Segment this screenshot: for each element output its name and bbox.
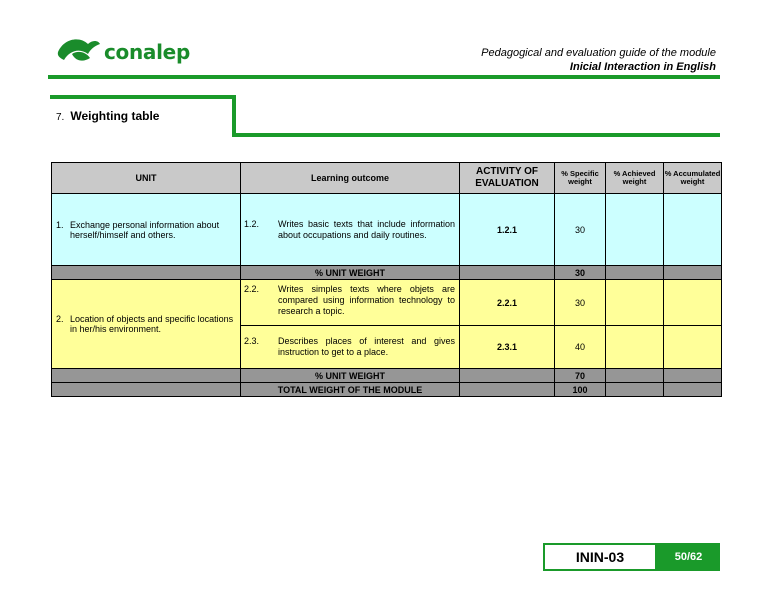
- table-row-unit2-weight: [52, 369, 722, 383]
- unit1-specific-weight: 30: [555, 194, 606, 266]
- section-number: 7.: [56, 112, 65, 123]
- unit1-name: Exchange personal information about herself/himself and others.: [70, 219, 220, 240]
- module-name: Inicial Interaction in English: [569, 61, 716, 73]
- unit1-weight-label: % UNIT WEIGHT: [241, 266, 460, 280]
- page-number: 50/62: [657, 543, 720, 571]
- unit2-cell: [52, 280, 241, 369]
- total-achieved-blank: [606, 383, 664, 397]
- unit2-weight-accumulated-blank: [664, 369, 722, 383]
- unit1-achieved-weight: [606, 194, 664, 266]
- unit1-outcome-number: 1.2.: [244, 218, 260, 229]
- header-activity: ACTIVITY OF EVALUATION: [460, 163, 555, 194]
- unit2-outcome2-cell: [241, 326, 460, 369]
- total-value: 100: [555, 383, 606, 397]
- section-frame-top: [50, 95, 236, 99]
- table-row-total: [52, 383, 722, 397]
- header-achieved: % Achieved weight: [606, 163, 664, 194]
- unit2-weight-label: % UNIT WEIGHT: [241, 369, 460, 383]
- unit2-outcome1-text: Writes simples texts where objets are compared using information technology to research a topic.: [278, 284, 455, 316]
- header-outcome: Learning outcome: [241, 163, 460, 194]
- header-accumulated: % Accumulated weight: [664, 163, 722, 194]
- section-title-text: Weighting table: [70, 109, 160, 123]
- unit1-weight-achieved-blank: [606, 266, 664, 280]
- module-code: ININ-03: [543, 543, 657, 571]
- unit1-activity: 1.2.1: [460, 194, 555, 266]
- total-label: TOTAL WEIGHT OF THE MODULE: [241, 383, 460, 397]
- total-spacer: [52, 383, 241, 397]
- unit2-accumulated2: [664, 326, 722, 369]
- section-frame-vertical: [232, 95, 236, 137]
- unit1-weight-value: 30: [555, 266, 606, 280]
- unit2-outcome2-text: Describes places of interest and gives instruction to get to a place.: [278, 336, 455, 357]
- unit2-activity2: 2.3.1: [460, 326, 555, 369]
- logo-text: conalep: [104, 40, 190, 64]
- total-activity-blank: [460, 383, 555, 397]
- unit2-outcome2-number: 2.3.: [244, 336, 260, 346]
- unit2-achieved1: [606, 280, 664, 326]
- total-accumulated-blank: [664, 383, 722, 397]
- unit1-outcome-text: Writes basic texts that include information about occupations and daily routines.: [278, 218, 455, 240]
- unit2-weight-value: 70: [555, 369, 606, 383]
- unit1-weight-spacer: [52, 266, 241, 280]
- unit2-weight-achieved-blank: [606, 369, 664, 383]
- header-unit: UNIT: [52, 163, 241, 194]
- table-header-row: [52, 163, 722, 194]
- table-row-unit2a: [52, 280, 722, 326]
- header-rule: [48, 75, 720, 79]
- unit2-specific2: 40: [555, 326, 606, 369]
- unit1-number: 1.: [56, 219, 64, 230]
- unit2-outcome1-cell: [241, 280, 460, 326]
- unit2-outcome1-number: 2.2.: [244, 284, 260, 294]
- unit1-weight-accumulated-blank: [664, 266, 722, 280]
- unit1-accumulated-weight: [664, 194, 722, 266]
- header-specific: % Specific weight: [555, 163, 606, 194]
- unit1-outcome-cell: [241, 194, 460, 266]
- weighting-table: [51, 162, 722, 397]
- section-title: [56, 109, 159, 123]
- section-frame-bottom: [232, 133, 720, 137]
- unit2-name: Location of objects and specific locations in her/his environment.: [70, 314, 234, 334]
- unit2-specific1: 30: [555, 280, 606, 326]
- unit2-accumulated1: [664, 280, 722, 326]
- unit2-weight-spacer: [52, 369, 241, 383]
- unit2-number: 2.: [56, 314, 64, 324]
- unit2-weight-activity-blank: [460, 369, 555, 383]
- table-row-unit1: [52, 194, 722, 266]
- guide-title: Pedagogical and evaluation guide of the module: [481, 47, 716, 59]
- unit2-activity1: 2.2.1: [460, 280, 555, 326]
- table-row-unit1-weight: [52, 266, 722, 280]
- unit1-weight-activity-blank: [460, 266, 555, 280]
- module-header: [481, 46, 716, 74]
- unit1-cell: [52, 194, 241, 266]
- unit2-achieved2: [606, 326, 664, 369]
